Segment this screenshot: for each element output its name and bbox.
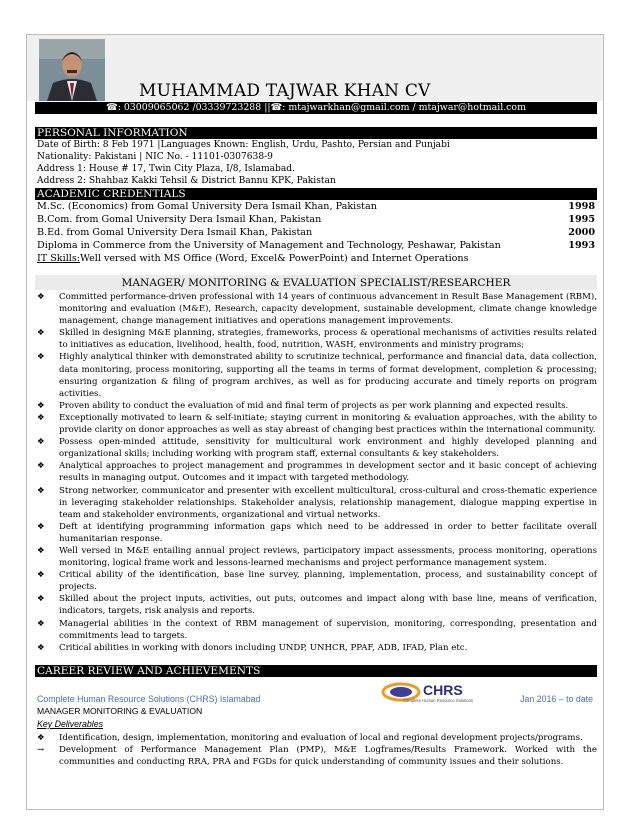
degree-detail: from Gomal University Dera Ismail Khan, Pakistan [127,201,377,212]
degree-year: 1993 [568,240,595,251]
list-item: ❖ Possess open-minded attitude, sensitivity for multicultural work environment and highly developed planning and organizational skills; including working with program staff, external consultants & key stakeholders. [37,437,597,460]
list-item: ❖ Critical abilities in working with donors including UNDP, UNHCR, PPAF, ADB, IFAD, Plan etc. [37,642,468,653]
job-title: MANAGER MONITORING & EVALUATION [37,706,203,716]
address1-value: : House # 17, Twin City Plaza, I/8, Islamabad. [82,164,295,174]
profile-photo [39,39,105,101]
nic-value: - 11101-0307638-9 [182,152,273,162]
contact-bar: ☎: 03009065062 /03339723288 ||☎: mtajwarkhan@gmail.com / mtajwar@hotmail.com [35,102,597,114]
degree-name: M.Sc. (Economics) [37,201,128,212]
list-item: ❖ Well versed in M&E entailing annual project reviews, participatory impact assessments, process monitoring, operations monitoring, logical frame work and lessons-learned mechanisms and project performance management system. [37,545,597,569]
diamond-bullet-icon: ❖ [37,328,45,339]
address1-line [37,164,295,176]
deliverables-list [37,732,597,768]
list-item: ❖ Committed performance-driven professional with 14 years of continuous advancement in Result Base Management (RBM), monitoring and evaluation (M&E), Research, capacity development, sustainable development, climate change knowledge management, change management initiatives and operations management improvements. [37,292,597,327]
languages-value: : English, Urdu, Pashto, Persian and Punjabi [245,140,450,150]
diamond-bullet-icon: ❖ [37,733,45,743]
diamond-bullet-icon: ❖ [37,545,45,556]
address1-label: Address 1 [37,164,83,174]
personal-heading: PERSONAL INFORMATION [35,127,597,139]
list-item: ❖ Exceptionally motivated to learn & self-initiate; staying current in monitoring & evaluation approaches, with the ability to provide clarity on donor approaches as well as stay abreast of changing best practices within the international community. [37,412,597,436]
logo-tagline: Complete Human Resource Solutions [403,698,474,703]
diamond-bullet-icon: ❖ [37,521,45,532]
education-item [37,227,595,239]
dob-line [37,140,450,152]
diamond-bullet-icon: ❖ [37,570,45,581]
logo-text: CHRS [423,682,463,698]
diamond-bullet-icon: ❖ [37,412,45,423]
chrs-logo [381,681,539,703]
diamond-bullet-icon: ❖ [37,594,45,605]
list-item: ❖ Deft at identifying programming information gaps which need to be addressed in order to better facilitate overall humanitarian response. [37,521,597,544]
employer-name: Complete Human Resource Solutions (CHRS) Islamabad [37,694,261,704]
diamond-bullet-icon: ❖ [37,400,45,411]
list-item: ❖ Critical ability of the identification, base line survey, planning, implementation, process, and sustainability concept of projects. [37,570,597,593]
diamond-bullet-icon: ❖ [37,642,45,653]
candidate-name: MUHAMMAD TAJWAR KHAN CV [139,81,431,101]
career-heading: CAREER REVIEW AND ACHIEVEMENTS [35,665,597,677]
employment-dates: Jan 2016 – to date [520,694,593,704]
list-item: ❖ Highly analytical thinker with demonstrated ability to scrutinize technical, performance and financial data, data collection, data monitoring, process monitoring, supporting all the teams in terms of format development, completion & processing; ensuring organization & filing of program archives, as well as for producing accurate and timely reports on program activities. [37,352,597,399]
diamond-bullet-icon: ❖ [37,618,45,629]
dob-value: : 8 Feb 1971 | [96,140,161,150]
diamond-bullet-icon: ❖ [37,292,45,302]
list-item: → Development of Performance Management Plan (PMP), M&E Logframes/Results Framework. Worked with the communities and conducting RRA, PRA and FGDs for quick understanding of community issues and their solutions. [37,745,597,768]
diamond-bullet-icon: ❖ [37,461,45,472]
list-item: ❖ Proven ability to conduct the evaluation of mid and final term of projects as per work planning and expected results. [37,400,569,411]
nationality-value: : Pakistani | [88,152,143,162]
cv-page [26,34,604,810]
degree-year: 1995 [568,214,595,225]
degree-name: B.Com. [37,214,73,225]
nationality-line [37,152,273,164]
it-skills-value: Well versed with MS Office (Word, Excel& PowerPoint) and Internet Operations [80,253,469,264]
dob-label: Date of Birth [37,140,97,150]
list-item: ❖ Skilled in designing M&E planning, strategies, frameworks, process & operational mechanisms of activities results related to initiatives as education, livelihood, health, food, nutrition, WASH, environments and ministry programs; [37,328,597,351]
academic-heading: ACADEMIC CREDENTIALS [35,188,597,200]
degree-detail: from Gomal University Dera Ismail Khan, Pakistan [63,227,313,238]
it-skills-label: IT Skills: [37,253,80,264]
key-deliverables-label: Key Deliverables [37,719,104,729]
profile-bullet-list [37,291,597,654]
arrow-bullet-icon: → [37,745,45,756]
list-item: ❖ Analytical approaches to project management and programmes in development sector and it basic concept of achieving results in managing output. Outcomes and it impact with targeted methodology. [37,461,597,484]
degree-name: Diploma in Commerce [37,240,146,251]
education-item [37,240,595,252]
education-item [37,201,595,213]
education-item [37,214,595,226]
address2-line [37,176,336,188]
degree-detail: from Gomal University Dera Ismail Khan, Pakistan [72,214,322,225]
nic-label: NIC No. [145,152,183,162]
list-item: ❖ Identification, design, implementation, monitoring and evaluation of local and regional development projects/programs. [37,733,583,743]
address2-value: : Shahbaz Kakki Tehsil & District Bannu KPK, Pakistan [82,176,336,186]
degree-name: B.Ed. [37,227,64,238]
list-item: ❖ Managerial abilities in the context of RBM management of supervision, monitoring, corresponding, presentation and commitments lead to targets. [37,618,597,641]
languages-label: Languages Known [160,140,246,150]
it-skills-line [37,253,595,265]
nationality-label: Nationality [37,152,89,162]
diamond-bullet-icon: ❖ [37,485,45,496]
diamond-bullet-icon: ❖ [37,437,45,448]
diamond-bullet-icon: ❖ [37,352,45,363]
degree-year: 2000 [568,227,595,238]
degree-detail: from the University of Management and Technology, Peshawar, Pakistan [145,240,501,251]
list-item: ❖ Skilled about the project inputs, activities, out puts, outcomes and impact along with base line, means of verification, indicators, targets, risk analysis and reports. [37,594,597,617]
profile-heading: MANAGER/ MONITORING & EVALUATION SPECIALIST/RESEARCHER [35,275,597,290]
address2-label: Address 2 [37,176,83,186]
degree-year: 1998 [568,201,595,212]
list-item: ❖ Strong networker, communicator and presenter with excellent multicultural, cross-cultural and cross-thematic experience in leveraging stakeholder relationships. Stakeholder analysis, relationship management, dialogue mapping expertise in team and stakeholder environments, organizational and virtual networks. [37,485,597,520]
